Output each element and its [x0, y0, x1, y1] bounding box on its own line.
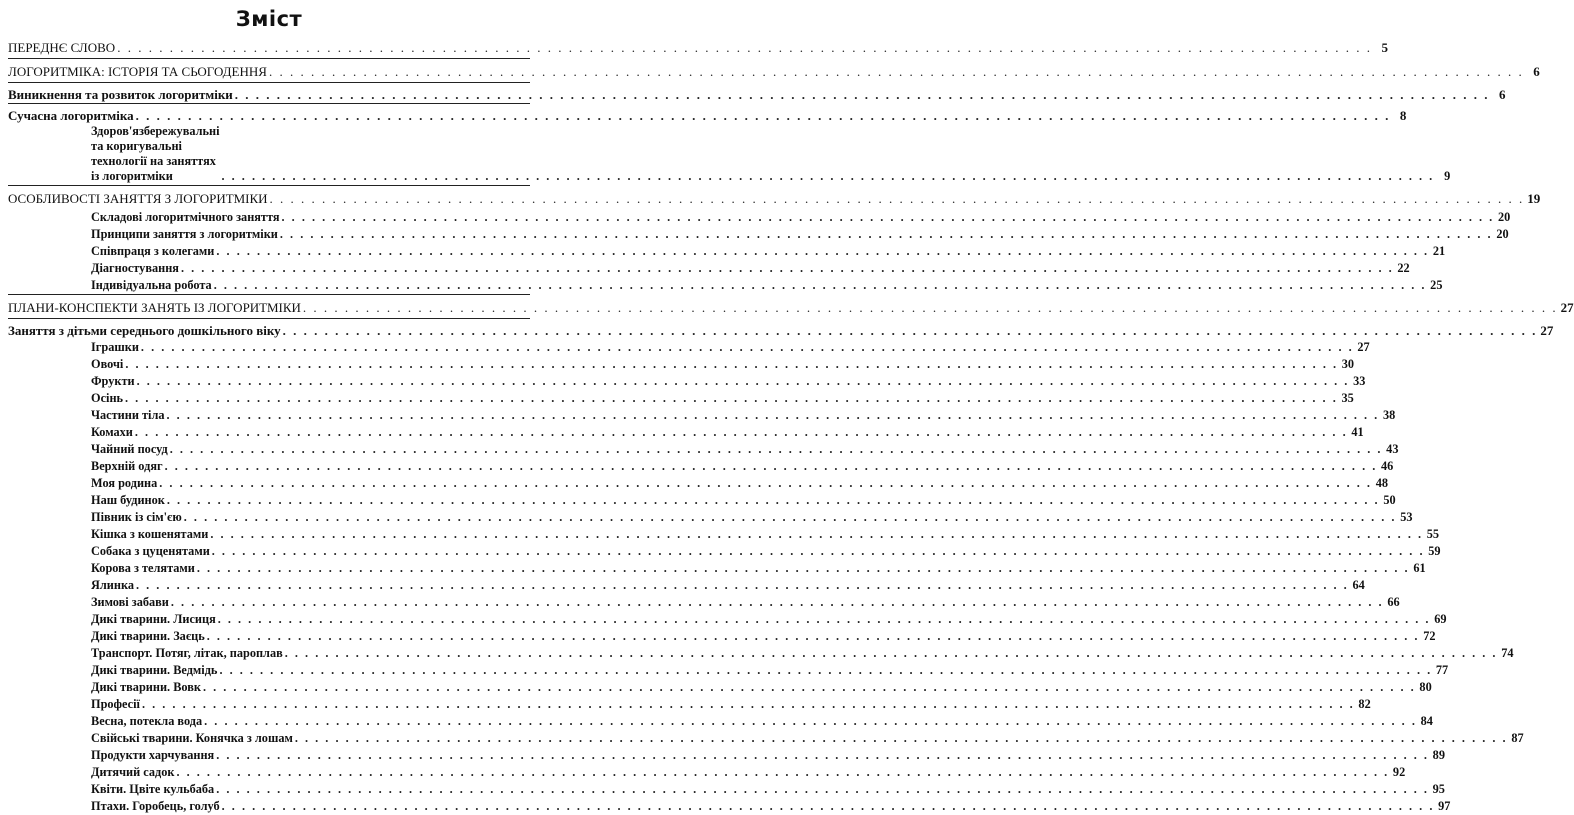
toc-entry-title: Фрукти: [91, 374, 135, 388]
toc-entry[interactable]: [8, 277, 1443, 294]
toc-entry-title: Дитячий садок: [91, 765, 175, 779]
toc-entry[interactable]: [8, 560, 1426, 577]
dot-leader: . . . . . . . . . . . . . . . . . . . . . . . . . . . . . . . . . . . . . . . . . . . . . . . . . . . . . . . . . . . . . . . . . . . . . . . . . . . . . . . . . . . . . . . . . . . . . . . . . . . . . . . . . . . . . . . . . . . . . . . .: [268, 64, 1524, 79]
toc-page-number: 66: [1387, 595, 1400, 609]
toc-entry-title: Весна, потекла вода: [91, 714, 203, 728]
toc-entry[interactable]: [8, 543, 1441, 560]
dot-leader: . . . . . . . . . . . . . . . . . . . . . . . . . . . . . . . . . . . . . . . . . . . . . . . . . . . . . . . . . . . . . . . . . . . . . . . . . . . . . . . . . . . . . . . . . . . . . . . . . . . . . . . . . . . . . . . . . . . . . . . .: [196, 561, 1410, 575]
toc-entry-title: Складові логоритмічного заняття: [91, 210, 280, 224]
dot-leader: . . . . . . . . . . . . . . . . . . . . . . . . . . . . . . . . . . . . . . . . . . . . . . . . . . . . . . . . . . . . . . . . . . . . . . . . . . . . . . . . . . . . . . . . . . . . . . . . . . . . . . . . . . . . . . . . . . . . . . . .: [216, 244, 1430, 258]
toc-page-number: 84: [1420, 714, 1433, 728]
toc-page-number: 95: [1432, 782, 1445, 796]
toc-entry-title: ОСОБЛИВОСТІ ЗАНЯТТЯ З ЛОГОРИТМІКИ: [8, 191, 268, 206]
dot-leader: . . . . . . . . . . . . . . . . . . . . . . . . . . . . . . . . . . . . . . . . . . . . . . . . . . . . . . . . . . . . . . . . . . . . . . . . . . . . . . . . . . . . . . . . . . . . . . . . . . . . . . . . . . . . . . . . . . . . . . . .: [183, 510, 1397, 524]
toc-entry[interactable]: [8, 577, 1365, 594]
toc-entry-title: Дикі тварини. Лисиця: [91, 612, 216, 626]
toc-page-number: 59: [1428, 544, 1441, 558]
dot-leader: . . . . . . . . . . . . . . . . . . . . . . . . . . . . . . . . . . . . . . . . . . . . . . . . . . . . . . . . . . . . . . . . . . . . . . . . . . . . . . . . . . . . . . . . . . . . . . . . . . . . . . . . . . . . . . . . . . . . . . . .: [217, 612, 1431, 626]
toc-entry-title: ПЕРЕДНЄ СЛОВО: [8, 40, 116, 55]
toc-page-number: 92: [1392, 765, 1406, 779]
dot-leader: . . . . . . . . . . . . . . . . . . . . . . . . . . . . . . . . . . . . . . . . . . . . . . . . . . . . . . . . . . . . . . . . . . . . . . . . . . . . . . . . . . . . . . . . . . . . . . . . . . . . . . . . . . . . . . . . . . . . . . . .: [169, 442, 1383, 456]
toc-entry[interactable]: [8, 260, 1410, 277]
toc-page-number: 69: [1434, 612, 1447, 626]
dot-leader: . . . . . . . . . . . . . . . . . . . . . . . . . . . . . . . . . . . . . . . . . . . . . . . . . . . . . . . . . . . . . . . . . . . . . . . . . . . . . . . . . . . . . . . . . . . . . . . . . . . . . . . . . . . . . . . . . . . . . . . .: [221, 169, 1435, 183]
dot-leader: . . . . . . . . . . . . . . . . . . . . . . . . . . . . . . . . . . . . . . . . . . . . . . . . . . . . . . . . . . . . . . . . . . . . . . . . . . . . . . . . . . . . . . . . . . . . . . . . . . . . . . . . . . . . . . . . . . . . . . . .: [136, 374, 1350, 388]
toc-page-number: 6: [1533, 64, 1540, 79]
toc-page-number: 72: [1423, 629, 1436, 643]
toc-entry-title: Наш будинок: [91, 493, 165, 507]
toc-entry-title: Транспорт. Потяг, літак, пароплав: [91, 646, 283, 660]
dot-leader: . . . . . . . . . . . . . . . . . . . . . . . . . . . . . . . . . . . . . . . . . . . . . . . . . . . . . . . . . . . . . . . . . . . . . . . . . . . . . . . . . . . . . . . . . . . . . . . . . . . . . . . . . . . . . . . . . . . . . . . .: [134, 425, 1348, 439]
toc-entry[interactable]: [8, 475, 1389, 492]
toc-page-number: 33: [1353, 374, 1366, 388]
toc-page-number: 89: [1432, 748, 1445, 762]
dot-leader: . . . . . . . . . . . . . . . . . . . . . . . . . . . . . . . . . . . . . . . . . . . . . . . . . . . . . . . . . . . . . . . . . . . . . . . . . . . . . . . . . . . . . . . . . . . . . . . . . . . . . . . . . . . . . . . . . . . . . . . .: [282, 323, 1538, 338]
toc-entry[interactable]: [8, 322, 1554, 339]
toc-entry[interactable]: [8, 373, 1366, 390]
toc-entry[interactable]: [8, 730, 1524, 747]
toc-entry-title: ПЛАНИ-КОНСПЕКТИ ЗАНЯТЬ ІЗ ЛОГОРИТМІКИ: [8, 300, 301, 315]
toc-entry[interactable]: [8, 298, 1574, 318]
dot-leader: . . . . . . . . . . . . . . . . . . . . . . . . . . . . . . . . . . . . . . . . . . . . . . . . . . . . . . . . . . . . . . . . . . . . . . . . . . . . . . . . . . . . . . . . . . . . . . . . . . . . . . . . . . . . . . . . . . . . . . . .: [170, 595, 1384, 609]
toc-entry-title: Кішка з кошенятами: [91, 527, 209, 541]
toc-entry-title: Корова з телятами: [91, 561, 195, 575]
toc-entry[interactable]: [8, 764, 1406, 781]
toc-entry[interactable]: [8, 594, 1400, 611]
toc-entry[interactable]: [8, 492, 1396, 509]
toc-entry-title: Ялинка: [91, 578, 134, 592]
toc-entry-title: Дикі тварини. Ведмідь: [91, 663, 218, 677]
toc-entry[interactable]: [8, 662, 1449, 679]
toc-page-number: 43: [1386, 442, 1399, 456]
toc-entry[interactable]: [8, 645, 1514, 662]
dot-leader: . . . . . . . . . . . . . . . . . . . . . . . . . . . . . . . . . . . . . . . . . . . . . . . . . . . . . . . . . . . . . . . . . . . . . . . . . . . . . . . . . . . . . . . . . . . . . . . . . . . . . . . . . . . . . . . . . . . . . . . .: [159, 476, 1373, 490]
dot-leader: . . . . . . . . . . . . . . . . . . . . . . . . . . . . . . . . . . . . . . . . . . . . . . . . . . . . . . . . . . . . . . . . . . . . . . . . . . . . . . . . . . . . . . . . . . . . . . . . . . . . . . . . . . . . . . . . . . . . . . . .: [302, 300, 1558, 315]
toc-page-number: 20: [1496, 227, 1509, 241]
dot-leader: . . . . . . . . . . . . . . . . . . . . . . . . . . . . . . . . . . . . . . . . . . . . . . . . . . . . . . . . . . . . . . . . . . . . . . . . . . . . . . . . . . . . . . . . . . . . . . . . . . . . . . . . . . . . . . . . . . . . . . . .: [210, 527, 1424, 541]
dot-leader: . . . . . . . . . . . . . . . . . . . . . . . . . . . . . . . . . . . . . . . . . . . . . . . . . . . . . . . . . . . . . . . . . . . . . . . . . . . . . . . . . . . . . . . . . . . . . . . . . . . . . . . . . . . . . . . . . . . . . . . .: [180, 261, 1394, 275]
dot-leader: . . . . . . . . . . . . . . . . . . . . . . . . . . . . . . . . . . . . . . . . . . . . . . . . . . . . . . . . . . . . . . . . . . . . . . . . . . . . . . . . . . . . . . . . . . . . . . . . . . . . . . . . . . . . . . . . . . . . . . . .: [284, 646, 1498, 660]
dot-leader: . . . . . . . . . . . . . . . . . . . . . . . . . . . . . . . . . . . . . . . . . . . . . . . . . . . . . . . . . . . . . . . . . . . . . . . . . . . . . . . . . . . . . . . . . . . . . . . . . . . . . . . . . . . . . . . . . . . . . . . .: [234, 87, 1490, 102]
toc-entry-title: Індивідуальна робота: [91, 278, 212, 292]
toc-page-number: 21: [1432, 244, 1446, 258]
toc-page-number: 38: [1382, 408, 1396, 422]
toc-entry[interactable]: [8, 747, 1445, 764]
toc-entry[interactable]: [8, 189, 1541, 209]
toc-page-number: 77: [1435, 663, 1449, 677]
toc-entry[interactable]: [8, 509, 1413, 526]
toc-entry-title: Верхній одяг: [91, 459, 163, 473]
toc-page-number: 27: [1540, 323, 1554, 338]
toc-page-number: 20: [1497, 210, 1511, 224]
toc-page-number: 80: [1419, 680, 1432, 694]
toc-entry[interactable]: [8, 107, 1407, 124]
toc-entry[interactable]: [8, 424, 1364, 441]
toc-entry[interactable]: [8, 713, 1433, 730]
toc-page-number: 61: [1413, 561, 1426, 575]
toc-entry-title: Частини тіла: [91, 408, 165, 422]
toc-page-number: 9: [1444, 169, 1451, 183]
toc-page-number: 30: [1341, 357, 1355, 371]
toc-entry-title: Іграшки: [91, 340, 139, 354]
toc-page-number: 46: [1381, 459, 1394, 473]
toc-page-number: 5: [1381, 40, 1388, 55]
toc-entry-title: Виникнення та розвиток логоритміки: [8, 87, 233, 102]
toc-page-number: 50: [1383, 493, 1396, 507]
toc-entry[interactable]: [8, 243, 1446, 260]
dot-leader: . . . . . . . . . . . . . . . . . . . . . . . . . . . . . . . . . . . . . . . . . . . . . . . . . . . . . . . . . . . . . . . . . . . . . . . . . . . . . . . . . . . . . . . . . . . . . . . . . . . . . . . . . . . . . . . . . . . . . . . .: [136, 578, 1349, 592]
toc-page-number: 27: [1357, 340, 1370, 354]
toc-entry-title: Професії: [91, 697, 140, 711]
dot-leader: . . . . . . . . . . . . . . . . . . . . . . . . . . . . . . . . . . . . . . . . . . . . . . . . . . . . . . . . . . . . . . . . . . . . . . . . . . . . . . . . . . . . . . . . . . . . . . . . . . . . . . . . . . . . . . . . . . . . . . . .: [216, 748, 1429, 762]
table-of-contents: [8, 38, 1574, 815]
toc-entry-title: Комахи: [91, 425, 133, 439]
dot-leader: . . . . . . . . . . . . . . . . . . . . . . . . . . . . . . . . . . . . . . . . . . . . . . . . . . . . . . . . . . . . . . . . . . . . . . . . . . . . . . . . . . . . . . . . . . . . . . . . . . . . . . . . . . . . . . . . . . . . . . . .: [279, 227, 1493, 241]
toc-entry-title: Сучасна логоритміка: [8, 108, 134, 123]
toc-entry-title: Принципи заняття з логоритміки: [91, 227, 278, 241]
toc-page-number: 6: [1499, 87, 1506, 102]
toc-entry[interactable]: [8, 526, 1440, 543]
toc-entry-title: Заняття з дітьми середнього дошкільного віку: [8, 323, 281, 338]
toc-entry-title: Зимові забави: [91, 595, 169, 609]
toc-entry[interactable]: [8, 38, 1388, 58]
dot-leader: . . . . . . . . . . . . . . . . . . . . . . . . . . . . . . . . . . . . . . . . . . . . . . . . . . . . . . . . . . . . . . . . . . . . . . . . . . . . . . . . . . . . . . . . . . . . . . . . . . . . . . . . . . . . . . . . . . . . . . . .: [135, 108, 1391, 123]
toc-entry[interactable]: [8, 124, 1451, 185]
toc-page-number: 41: [1351, 425, 1364, 439]
toc-page-number: 87: [1511, 731, 1524, 745]
dot-leader: . . . . . . . . . . . . . . . . . . . . . . . . . . . . . . . . . . . . . . . . . . . . . . . . . . . . . . . . . . . . . . . . . . . . . . . . . . . . . . . . . . . . . . . . . . . . . . . . . . . . . . . . . . . . . . . . . . . . . . . .: [125, 357, 1339, 371]
toc-entry-title: Співпраця з колегами: [91, 244, 215, 258]
toc-entry[interactable]: [8, 781, 1445, 798]
toc-page-number: 35: [1341, 391, 1354, 405]
toc-entry[interactable]: [8, 458, 1394, 475]
toc-page-number: 74: [1501, 646, 1514, 660]
toc-page-number: 27: [1560, 300, 1574, 315]
toc-entry[interactable]: [8, 407, 1396, 424]
toc-entry-title: Моя родина: [91, 476, 158, 490]
toc-entry[interactable]: [8, 441, 1399, 458]
toc-entry[interactable]: [8, 798, 1451, 815]
dot-leader: . . . . . . . . . . . . . . . . . . . . . . . . . . . . . . . . . . . . . . . . . . . . . . . . . . . . . . . . . . . . . . . . . . . . . . . . . . . . . . . . . . . . . . . . . . . . . . . . . . . . . . . . . . . . . . . . . . . . . . . .: [281, 210, 1495, 224]
dot-leader: . . . . . . . . . . . . . . . . . . . . . . . . . . . . . . . . . . . . . . . . . . . . . . . . . . . . . . . . . . . . . . . . . . . . . . . . . . . . . . . . . . . . . . . . . . . . . . . . . . . . . . . . . . . . . . . . . . . . . . . .: [166, 408, 1380, 422]
toc-page-number: 19: [1527, 191, 1541, 206]
toc-page-number: 55: [1426, 527, 1440, 541]
toc-page-number: 22: [1397, 261, 1410, 275]
dot-leader: . . . . . . . . . . . . . . . . . . . . . . . . . . . . . . . . . . . . . . . . . . . . . . . . . . . . . . . . . . . . . . . . . . . . . . . . . . . . . . . . . . . . . . . . . . . . . . . . . . . . . . . . . . . . . . . . . . . . . . . .: [211, 544, 1425, 558]
dot-leader: . . . . . . . . . . . . . . . . . . . . . . . . . . . . . . . . . . . . . . . . . . . . . . . . . . . . . . . . . . . . . . . . . . . . . . . . . . . . . . . . . . . . . . . . . . . . . . . . . . . . . . . . . . . . . . . . . . . . . . . .: [204, 714, 1417, 728]
dot-leader: . . . . . . . . . . . . . . . . . . . . . . . . . . . . . . . . . . . . . . . . . . . . . . . . . . . . . . . . . . . . . . . . . . . . . . . . . . . . . . . . . . . . . . . . . . . . . . . . . . . . . . . . . . . . . . . . . . . . . . . .: [176, 765, 1390, 779]
toc-page-number: 8: [1399, 108, 1407, 123]
toc-entry[interactable]: [8, 628, 1436, 645]
toc-entry-title: Здоров'язбережувальні та коригувальні технології на заняттях із логоритміки: [91, 124, 220, 183]
dot-leader: . . . . . . . . . . . . . . . . . . . . . . . . . . . . . . . . . . . . . . . . . . . . . . . . . . . . . . . . . . . . . . . . . . . . . . . . . . . . . . . . . . . . . . . . . . . . . . . . . . . . . . . . . . . . . . . . . . . . . . . .: [213, 278, 1427, 292]
toc-entry[interactable]: [8, 696, 1371, 713]
dot-leader: . . . . . . . . . . . . . . . . . . . . . . . . . . . . . . . . . . . . . . . . . . . . . . . . . . . . . . . . . . . . . . . . . . . . . . . . . . . . . . . . . . . . . . . . . . . . . . . . . . . . . . . . . . . . . . . . . . . . . . . .: [221, 799, 1435, 813]
toc-entry-title: Овочі: [91, 357, 124, 371]
toc-entry-title: Півник із сім'єю: [91, 510, 182, 524]
toc-entry[interactable]: [8, 86, 1506, 103]
dot-leader: . . . . . . . . . . . . . . . . . . . . . . . . . . . . . . . . . . . . . . . . . . . . . . . . . . . . . . . . . . . . . . . . . . . . . . . . . . . . . . . . . . . . . . . . . . . . . . . . . . . . . . . . . . . . . . . . . . . . . . . .: [166, 493, 1380, 507]
dot-leader: . . . . . . . . . . . . . . . . . . . . . . . . . . . . . . . . . . . . . . . . . . . . . . . . . . . . . . . . . . . . . . . . . . . . . . . . . . . . . . . . . . . . . . . . . . . . . . . . . . . . . . . . . . . . . . . . . . . . . . . .: [141, 697, 1355, 711]
dot-leader: . . . . . . . . . . . . . . . . . . . . . . . . . . . . . . . . . . . . . . . . . . . . . . . . . . . . . . . . . . . . . . . . . . . . . . . . . . . . . . . . . . . . . . . . . . . . . . . . . . . . . . . . . . . . . . . . . . . . . . . .: [269, 191, 1525, 206]
dot-leader: . . . . . . . . . . . . . . . . . . . . . . . . . . . . . . . . . . . . . . . . . . . . . . . . . . . . . . . . . . . . . . . . . . . . . . . . . . . . . . . . . . . . . . . . . . . . . . . . . . . . . . . . . . . . . . . . . . . . . . . .: [125, 391, 1338, 405]
toc-page-number: 64: [1352, 578, 1365, 592]
toc-entry-title: Квіти. Цвіте кульбаба: [91, 782, 215, 796]
dot-leader: . . . . . . . . . . . . . . . . . . . . . . . . . . . . . . . . . . . . . . . . . . . . . . . . . . . . . . . . . . . . . . . . . . . . . . . . . . . . . . . . . . . . . . . . . . . . . . . . . . . . . . . . . . . . . . . . . . . . . . . .: [140, 340, 1354, 354]
dot-leader: . . . . . . . . . . . . . . . . . . . . . . . . . . . . . . . . . . . . . . . . . . . . . . . . . . . . . . . . . . . . . . . . . . . . . . . . . . . . . . . . . . . . . . . . . . . . . . . . . . . . . . . . . . . . . . . . . . . . . . . .: [202, 680, 1416, 694]
dot-leader: . . . . . . . . . . . . . . . . . . . . . . . . . . . . . . . . . . . . . . . . . . . . . . . . . . . . . . . . . . . . . . . . . . . . . . . . . . . . . . . . . . . . . . . . . . . . . . . . . . . . . . . . . . . . . . . . . . . . . . . .: [117, 40, 1372, 55]
toc-entry-title: Продукти харчування: [91, 748, 215, 762]
toc-entry[interactable]: [8, 679, 1432, 696]
page-title: Зміст: [235, 7, 303, 31]
toc-page-number: 25: [1430, 278, 1443, 292]
toc-entry[interactable]: [8, 611, 1447, 628]
toc-entry-title: Птахи. Горобець, голуб: [91, 799, 220, 813]
toc-page-number: 53: [1400, 510, 1413, 524]
dot-leader: . . . . . . . . . . . . . . . . . . . . . . . . . . . . . . . . . . . . . . . . . . . . . . . . . . . . . . . . . . . . . . . . . . . . . . . . . . . . . . . . . . . . . . . . . . . . . . . . . . . . . . . . . . . . . . . . . . . . . . . .: [206, 629, 1420, 643]
dot-leader: . . . . . . . . . . . . . . . . . . . . . . . . . . . . . . . . . . . . . . . . . . . . . . . . . . . . . . . . . . . . . . . . . . . . . . . . . . . . . . . . . . . . . . . . . . . . . . . . . . . . . . . . . . . . . . . . . . . . . . . .: [216, 782, 1429, 796]
dot-leader: . . . . . . . . . . . . . . . . . . . . . . . . . . . . . . . . . . . . . . . . . . . . . . . . . . . . . . . . . . . . . . . . . . . . . . . . . . . . . . . . . . . . . . . . . . . . . . . . . . . . . . . . . . . . . . . . . . . . . . . .: [164, 459, 1378, 473]
dot-leader: . . . . . . . . . . . . . . . . . . . . . . . . . . . . . . . . . . . . . . . . . . . . . . . . . . . . . . . . . . . . . . . . . . . . . . . . . . . . . . . . . . . . . . . . . . . . . . . . . . . . . . . . . . . . . . . . . . . . . . . .: [294, 731, 1508, 745]
toc-entry[interactable]: [8, 226, 1509, 243]
toc-page-number: 97: [1438, 799, 1451, 813]
dot-leader: . . . . . . . . . . . . . . . . . . . . . . . . . . . . . . . . . . . . . . . . . . . . . . . . . . . . . . . . . . . . . . . . . . . . . . . . . . . . . . . . . . . . . . . . . . . . . . . . . . . . . . . . . . . . . . . . . . . . . . . .: [219, 663, 1433, 677]
toc-entry-title: Дикі тварини. Заєць: [91, 629, 205, 643]
toc-entry-title: Дикі тварини. Вовк: [91, 680, 201, 694]
toc-entry[interactable]: [8, 339, 1370, 356]
toc-entry[interactable]: [8, 62, 1540, 82]
toc-entry[interactable]: [8, 209, 1511, 226]
toc-entry-title: Свійські тварини. Конячка з лошам: [91, 731, 293, 745]
toc-entry[interactable]: [8, 356, 1355, 373]
toc-entry[interactable]: [8, 390, 1354, 407]
toc-page-number: 82: [1358, 697, 1371, 711]
toc-entry-title: ЛОГОРИТМІКА: ІСТОРІЯ ТА СЬОГОДЕННЯ: [8, 64, 267, 79]
toc-page-number: 48: [1375, 476, 1389, 490]
toc-entry-title: Собака з цуценятами: [91, 544, 210, 558]
toc-entry-title: Діагностування: [91, 261, 179, 275]
toc-entry-title: Осінь: [91, 391, 124, 405]
toc-entry-title: Чайний посуд: [91, 442, 168, 456]
